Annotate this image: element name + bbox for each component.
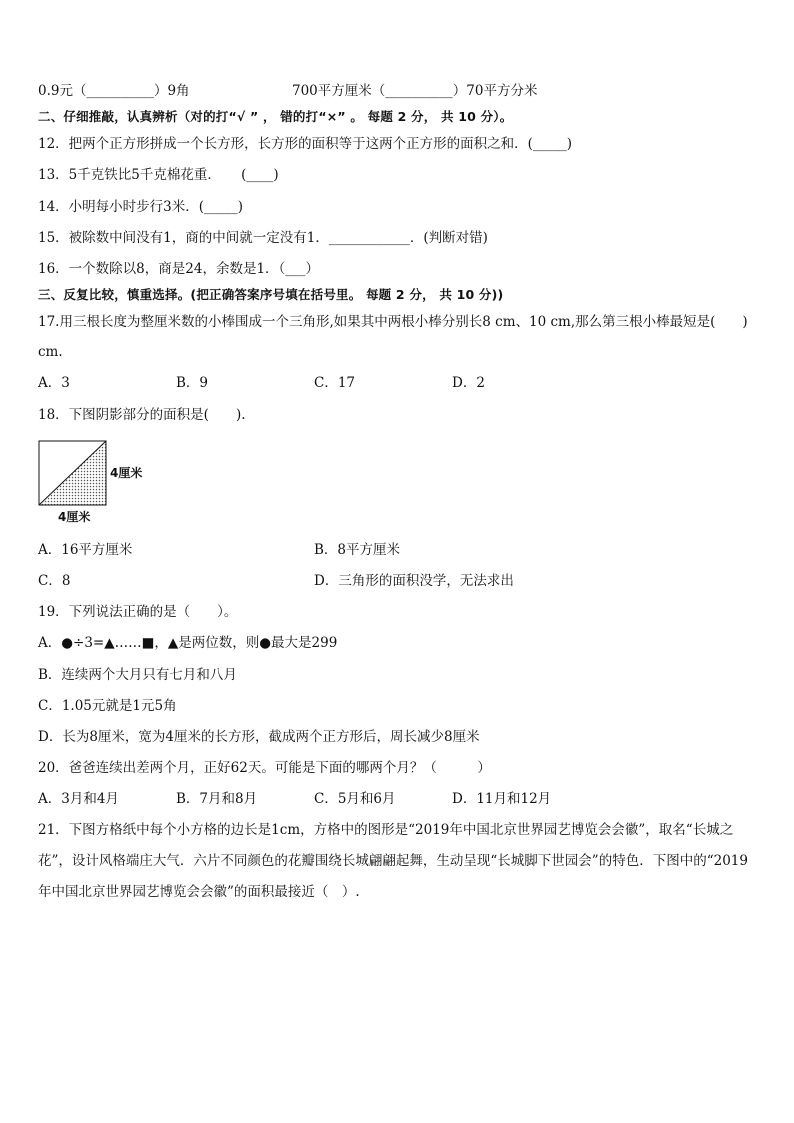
q-700-sq-cm: 700平方厘米（__________）70平方分米 [292, 83, 538, 99]
q19-option-a: A．●÷3=▲……■，▲是两位数，则●最大是299 [38, 635, 338, 651]
question-19: 19．下列说法正确的是（ ）。 [38, 604, 238, 620]
question-17: 17.用三根长度为整厘米数的小棒围成一个三角形,如果其中两根小棒分别长8 cm、10 cm,那么第三根小棒最短是( ) [38, 314, 748, 330]
q19-option-b: B．连续两个大月只有七月和八月 [38, 667, 237, 683]
question-14: 14．小明每小时步行3米．(_____) [38, 199, 244, 215]
q20-option-d: D．11月和12月 [452, 791, 552, 807]
q20-option-c: C．5月和6月 [314, 791, 396, 807]
question-15: 15．被除数中间没有1，商的中间就一定没有1．____________．(判断对错) [38, 230, 488, 246]
question-16: 16．一个数除以8，商是24，余数是1．（___） [38, 261, 320, 277]
bottom-length-label: 4厘米 [58, 510, 91, 524]
question-21-line-3: 年中国北京世界园艺博览会会徽”的面积最接近（ ）. [38, 884, 360, 900]
q-0-9-yuan: 0.9元（__________）9角 [38, 83, 190, 99]
q18-option-c: C．8 [38, 573, 71, 589]
question-21: 21．下图方格纸中每个小方格的边长是1cm，方格中的图形是“2019年中国北京世界园艺博览会会徽”，取名“长城之 [38, 822, 734, 838]
q19-option-c: C．1.05元就是1元5角 [38, 698, 177, 714]
q19-option-d: D．长为8厘米，宽为4厘米的长方形，截成两个正方形后，周长减少8厘米 [38, 729, 480, 745]
q18-option-b: B．8平方厘米 [314, 542, 401, 558]
question-13: 13．5千克铁比5千克棉花重． (____) [38, 167, 279, 183]
question-21-line-2: 花”，设计风格端庄大气．六片不同颜色的花瓣围绕长城翩翩起舞，生动呈现“长城脚下世园会”的特色．下图中的“2019 [38, 853, 748, 869]
q20-option-b: B．7月和8月 [176, 791, 258, 807]
question-17-unit: cm. [38, 344, 63, 360]
q18-option-a: A．16平方厘米 [38, 542, 133, 558]
side-length-label: 4厘米 [110, 466, 143, 480]
q18-option-d: D．三角形的面积没学，无法求出 [314, 573, 514, 589]
q17-option-b: B．9 [176, 375, 209, 391]
question-12: 12．把两个正方形拼成一个长方形，长方形的面积等于这两个正方形的面积之和．(_____) [38, 136, 572, 152]
question-20: 20．爸爸连续出差两个月，正好62天。可能是下面的哪两个月？（ ） [38, 760, 491, 776]
section-3-header: 三、反复比较，慎重选择。(把正确答案序号填在括号里。 每题 2 分， 共 10 分)) [38, 287, 504, 302]
section-2-header: 二、仔细推敲，认真辨析（对的打“√ ” ， 错的打“×” 。 每题 2 分， 共 10 分）。 [38, 109, 513, 124]
q17-option-d: D．2 [452, 375, 485, 391]
q17-option-c: C．17 [314, 375, 356, 391]
question-18: 18．下图阴影部分的面积是( ). [38, 407, 246, 423]
q17-option-a: A．3 [38, 375, 70, 391]
q20-option-a: A．3月和4月 [38, 791, 119, 807]
shaded-square-diagram [38, 440, 168, 532]
